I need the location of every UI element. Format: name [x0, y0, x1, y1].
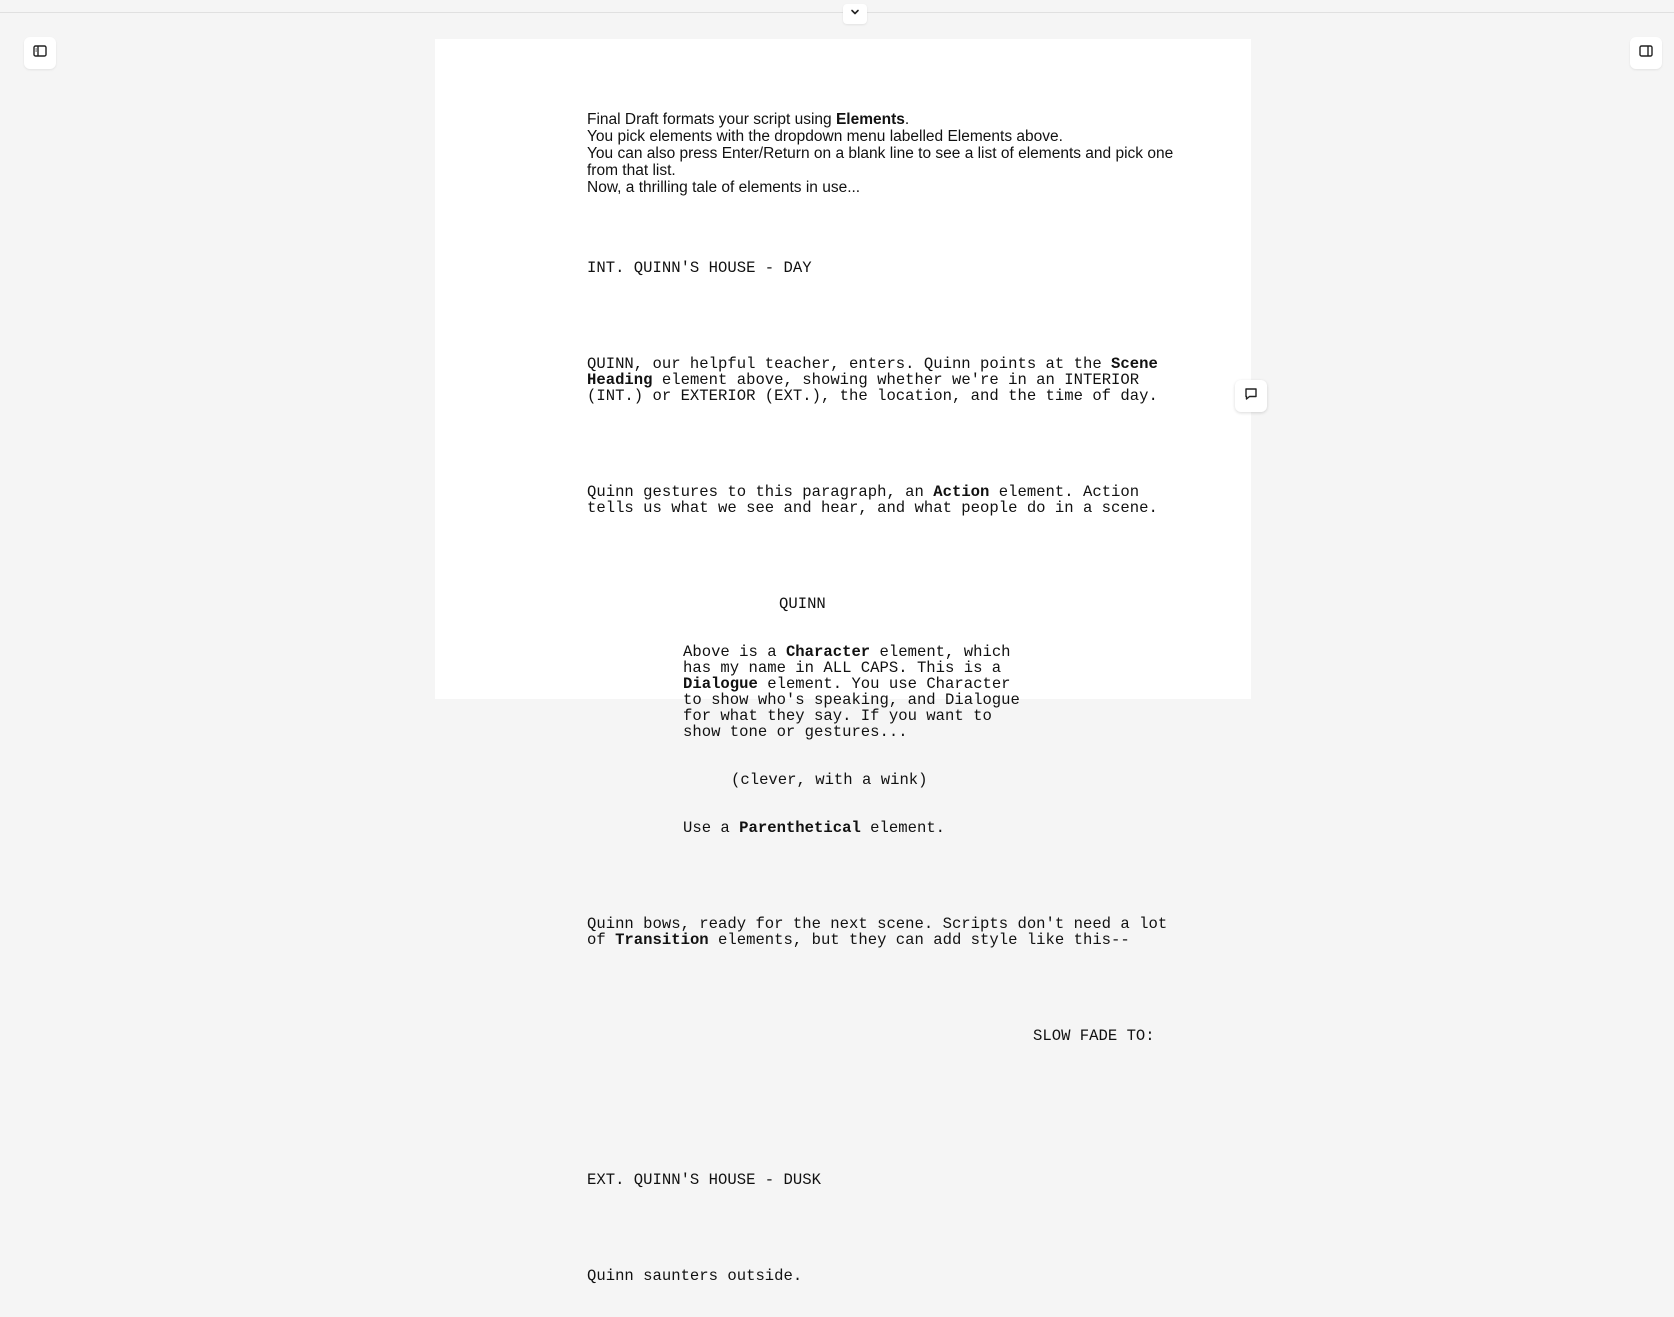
bold-run: Dialogue [683, 675, 758, 693]
intro-text [587, 111, 1187, 196]
dialogue-element[interactable] [587, 820, 1187, 836]
text-run: element. [860, 819, 946, 837]
intro-bold-run: Elements [835, 111, 905, 128]
dialogue-element[interactable] [587, 644, 1187, 740]
text-run: show tone or gestures... [683, 723, 908, 741]
bold-run: Transition [615, 931, 709, 949]
intro-line: Now, a thrilling tale of elements in use... [587, 179, 861, 196]
text-run: element. You use Character [757, 675, 1011, 693]
bold-run: Scene [1111, 355, 1158, 373]
text-run: elements, but they can add style like this-- [708, 931, 1130, 949]
sidebar-left-icon [32, 43, 48, 64]
bold-run: Character [785, 643, 871, 661]
chevron-down-icon [849, 5, 861, 23]
scene-heading[interactable]: INT. QUINN'S HOUSE - DAY [587, 259, 812, 277]
text-run: Use a [683, 819, 740, 837]
text-run: to show who's speaking, and Dialogue [683, 691, 1020, 709]
scene-heading[interactable]: EXT. QUINN'S HOUSE - DUSK [587, 1171, 821, 1189]
transition-element[interactable]: SLOW FADE TO: [1033, 1027, 1155, 1045]
intro-line: You can also press Enter/Return on a blank line to see a list of elements and pick one from that list. [587, 145, 1174, 179]
action-element[interactable]: Quinn saunters outside. [587, 1267, 803, 1285]
action-element[interactable] [587, 484, 1187, 516]
intro-text-run: . [904, 111, 910, 128]
screenplay-body[interactable] [587, 228, 1187, 1316]
text-run: element. Action [989, 483, 1140, 501]
text-run: Quinn bows, ready for the next scene. Scripts don't need a lot [587, 915, 1168, 933]
collapse-toolbar-button[interactable] [843, 4, 867, 24]
add-comment-button[interactable] [1235, 380, 1267, 412]
toggle-right-panel-button[interactable] [1630, 37, 1662, 69]
comment-icon [1243, 386, 1259, 407]
parenthetical-element[interactable]: (clever, with a wink) [731, 771, 928, 789]
intro-text-run: Final Draft formats your script using [587, 111, 836, 128]
bold-run: Heading [587, 371, 653, 389]
intro-line: You pick elements with the dropdown menu labelled Elements above. [587, 128, 1063, 145]
text-run: tells us what we see and hear, and what people do in a scene. [587, 499, 1158, 517]
text-run: element, which [870, 643, 1011, 661]
bold-run: Action [933, 483, 990, 501]
toggle-left-panel-button[interactable] [24, 37, 56, 69]
action-element[interactable] [587, 356, 1187, 404]
text-run: of [587, 931, 616, 949]
bold-run: Parenthetical [739, 819, 861, 837]
character-element[interactable]: QUINN [779, 595, 826, 613]
text-run: has my name in ALL CAPS. This is a [683, 659, 1002, 677]
text-run: Quinn gestures to this paragraph, an [587, 483, 934, 501]
text-run: element above, showing whether we're in an INTERIOR [652, 371, 1140, 389]
text-run: for what they say. If you want to [683, 707, 992, 725]
text-run: Above is a [683, 643, 786, 661]
sidebar-right-icon [1638, 43, 1654, 64]
text-run: (INT.) or EXTERIOR (EXT.), the location, and the time of day. [587, 387, 1158, 405]
action-element[interactable] [587, 916, 1187, 948]
text-run: QUINN, our helpful teacher, enters. Quinn points at the [587, 355, 1112, 373]
script-page[interactable] [435, 39, 1251, 1285]
top-toolbar-edge [0, 0, 1674, 13]
intro-line [587, 111, 1187, 128]
